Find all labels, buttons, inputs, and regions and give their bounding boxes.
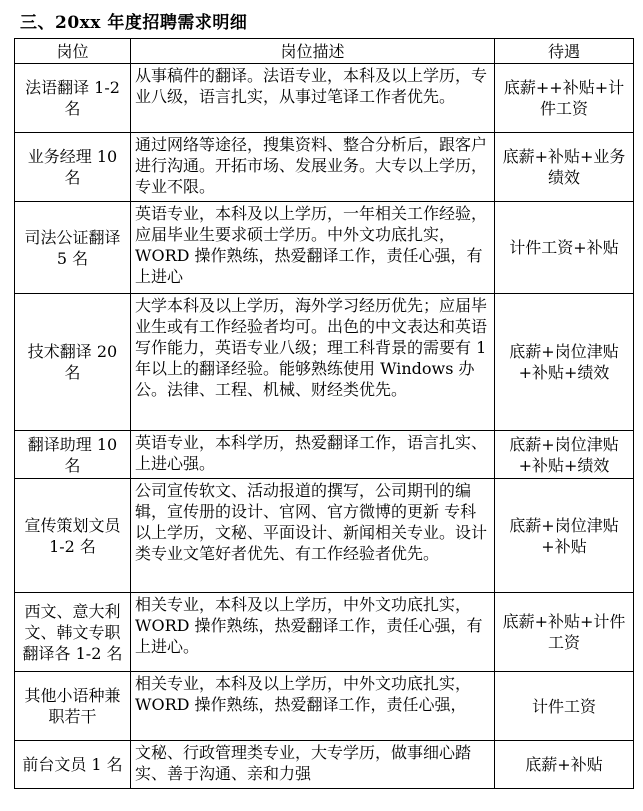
benefits-cell: 底薪+补贴+业务绩效 xyxy=(495,133,634,202)
table-row xyxy=(15,133,634,202)
description-cell: 文秘、行政管理类专业，大专学历，做事细心踏实、善于沟通、亲和力强 xyxy=(131,741,495,789)
benefits-cell: 底薪+岗位津贴+补贴 xyxy=(495,479,634,593)
table-row xyxy=(15,593,634,672)
description-cell: 从事稿件的翻译。法语专业，本科及以上学历，专业八级，语言扎实，从事过笔译工作者优先。 xyxy=(131,64,495,133)
recruitment-table xyxy=(14,38,634,789)
description-cell: 英语专业，本科及以上学历，一年相关工作经验，应届毕业生要求硕士学历。中外文功底扎实，WORD 操作熟练，热爱翻译工作，责任心强，有上进心 xyxy=(131,202,495,294)
table-header-row xyxy=(15,39,634,64)
description-cell: 相关专业，本科及以上学历，中外文功底扎实，WORD 操作熟练，热爱翻译工作，责任心强， xyxy=(131,672,495,741)
table-row xyxy=(15,741,634,789)
position-cell: 前台文员 1 名 xyxy=(15,741,131,789)
position-cell: 技术翻译 20 名 xyxy=(15,294,131,431)
position-cell: 法语翻译 1-2 名 xyxy=(15,64,131,133)
benefits-cell: 底薪+岗位津贴+补贴+绩效 xyxy=(495,294,634,431)
description-cell: 相关专业，本科及以上学历，中外文功底扎实，WORD 操作熟练，热爱翻译工作，责任心强，有上进心。 xyxy=(131,593,495,672)
section-title: 三、20xx 年度招聘需求明细 xyxy=(20,13,248,33)
header-benefits: 待遇 xyxy=(495,39,634,64)
description-cell: 大学本科及以上学历，海外学习经历优先；应届毕业生或有工作经验者均可。出色的中文表达和英语写作能力，英语专业八级；理工科背景的需要有 1 年以上的翻译经验。能够熟练使用 Windows 办公。法律、工程、机械、财经类优先。 xyxy=(131,294,495,431)
position-cell: 宣传策划文员 1-2 名 xyxy=(15,479,131,593)
table-row xyxy=(15,431,634,479)
description-cell: 英语专业，本科学历，热爱翻译工作，语言扎实、上进心强。 xyxy=(131,431,495,479)
benefits-cell: 计件工资 xyxy=(495,672,634,741)
position-cell: 其他小语种兼职若干 xyxy=(15,672,131,741)
benefits-cell: 底薪+补贴 xyxy=(495,741,634,789)
position-cell: 翻译助理 10 名 xyxy=(15,431,131,479)
benefits-cell: 底薪+补贴+计件工资 xyxy=(495,593,634,672)
header-position: 岗位 xyxy=(15,39,131,64)
table-row xyxy=(15,202,634,294)
position-cell: 司法公证翻译 5 名 xyxy=(15,202,131,294)
header-description: 岗位描述 xyxy=(131,39,495,64)
table-row xyxy=(15,479,634,593)
description-cell: 公司宣传软文、活动报道的撰写，公司期刊的编辑，宣传册的设计、官网、官方微博的更新 专科以上学历，文秘、平面设计、新闻相关专业。设计类专业文笔好者优先、有工作经验者优先。 xyxy=(131,479,495,593)
benefits-cell: 计件工资+补贴 xyxy=(495,202,634,294)
table-row xyxy=(15,672,634,741)
benefits-cell: 底薪+岗位津贴+补贴+绩效 xyxy=(495,431,634,479)
benefits-cell: 底薪++补贴+计件工资 xyxy=(495,64,634,133)
table-row xyxy=(15,64,634,133)
position-cell: 西文、意大利文、韩文专职翻译各 1-2 名 xyxy=(15,593,131,672)
position-cell: 业务经理 10 名 xyxy=(15,133,131,202)
table-row xyxy=(15,294,634,431)
description-cell: 通过网络等途径，搜集资料、整合分析后，跟客户进行沟通。开拓市场、发展业务。大专以上学历，专业不限。 xyxy=(131,133,495,202)
